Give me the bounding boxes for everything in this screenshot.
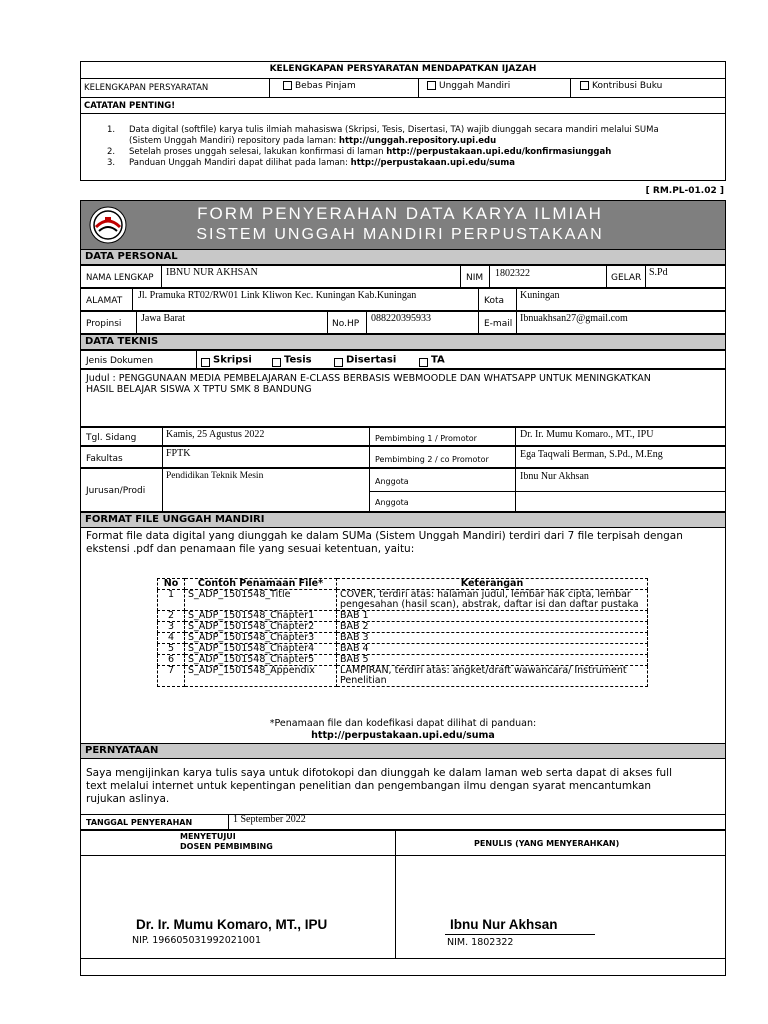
col-header-desc: Keterangan: [337, 579, 648, 590]
cell-no: 7: [158, 666, 185, 687]
divider: [570, 78, 571, 97]
divider: [645, 265, 646, 288]
table-row: [158, 622, 648, 633]
date-label: TANGGAL PENYERAHAN: [86, 818, 193, 827]
cell-desc: BAB 2: [337, 622, 648, 633]
statement-line: rujukan aslinya.: [86, 793, 170, 805]
alamat-label: ALAMAT: [86, 296, 123, 306]
approve-label: [180, 832, 273, 852]
divider: [418, 78, 419, 97]
pemb1-label: Pembimbing 1 / Promotor: [375, 434, 477, 443]
checkbox-label: Disertasi: [346, 354, 397, 366]
note-link[interactable]: http://unggah.repository.upi.edu: [338, 136, 497, 146]
divider: [269, 78, 270, 97]
alamat-value[interactable]: Jl. Pramuka RT02/RW01 Link Kliwon Kec. Kuningan Kab.Kuningan: [138, 290, 417, 301]
divider: [606, 265, 607, 288]
divider: [478, 311, 479, 334]
cell-file: S_ADP_1501548_Chapter1: [185, 611, 337, 622]
divider: [369, 427, 370, 512]
format-note: *Penamaan file dan kodefikasi dapat dilihat di panduan:: [269, 718, 537, 729]
writer-label: PENULIS (YANG MENYERAHKAN): [474, 839, 620, 848]
gelar-value[interactable]: S.Pd: [649, 267, 668, 278]
cell-file: S_ADP_1501548_Chapter2: [185, 622, 337, 633]
writer-name: Ibnu Nur Akhsan: [450, 917, 558, 932]
kota-value[interactable]: Kuningan: [520, 290, 560, 301]
divider: [515, 427, 516, 512]
kota-label: Kota: [484, 296, 505, 306]
checkbox-unggah-mandiri[interactable]: [427, 81, 510, 91]
divider: [80, 958, 726, 959]
checkbox-box[interactable]: [283, 81, 292, 90]
divider: [196, 350, 197, 369]
upi-logo-icon: [88, 205, 128, 245]
pemb1-value[interactable]: Dr. Ir. Mumu Komaro., MT., IPU: [520, 429, 654, 440]
cell-no: 3: [158, 622, 185, 633]
approve-label-line: DOSEN PEMBIMBING: [180, 842, 273, 851]
cell-desc: COVER, terdiri atas: halaman judul, lembar hak cipta, lembar pengesahan (hasil scan), abstrak, daftar isi dan daftar pustaka: [337, 590, 648, 611]
pemb2-value[interactable]: Ega Taqwali Berman, S.Pd., M.Eng: [520, 449, 663, 460]
judul-line: Judul : PENGGUNAAN MEDIA PEMBELAJARAN E-CLASS BERBASIS WEBMOODLE DAN WHATSAPP UNTUK MENINGKATKAN: [86, 373, 651, 384]
checkbox-label: Tesis: [284, 354, 312, 366]
doc-type-disertasi[interactable]: [334, 352, 396, 367]
divider: [162, 427, 163, 512]
statement-text: [86, 767, 722, 806]
pemb2-label: Pembimbing 2 / co Promotor: [375, 455, 489, 464]
nim-label: NIM: [466, 273, 484, 283]
checkbox-label: Skripsi: [213, 354, 252, 366]
jurusan-label: Jurusan/Prodi: [86, 486, 146, 496]
hp-value[interactable]: 088220395933: [371, 313, 431, 324]
checkbox-box[interactable]: [334, 358, 343, 367]
cell-desc: BAB 3: [337, 633, 648, 644]
cell-desc: BAB 1: [337, 611, 648, 622]
note-link[interactable]: http://perpustakaan.upi.edu/suma: [350, 158, 515, 168]
table-header-row: [158, 579, 648, 590]
file-naming-table: [157, 578, 648, 687]
divider: [395, 830, 396, 958]
col-header-no: No: [158, 579, 185, 590]
note-item: 1. Data digital (softfile) karya tulis ilmiah mahasiswa (Skripsi, Tesis, Disertasi, TA) wajib diunggah secara mandiri melalui SUMa: [107, 125, 659, 135]
advisor-name: Dr. Ir. Mumu Komaro, MT., IPU: [136, 917, 328, 932]
divider: [369, 491, 726, 492]
divider: [489, 265, 490, 288]
fakultas-value[interactable]: FPTK: [166, 448, 191, 459]
cell-desc: BAB 5: [337, 655, 648, 666]
doc-type-label: Jenis Dokumen: [86, 356, 154, 366]
jurusan-value[interactable]: Pendidikan Teknik Mesin: [166, 471, 264, 481]
note-item-cont: (Sistem Unggah Mandiri) repository pada laman: http://unggah.repository.upi.edu: [129, 136, 497, 146]
form-title-line2: SISTEM UNGGAH MANDIRI PERPUSTAKAAN: [196, 226, 604, 243]
propinsi-label: Propinsi: [86, 319, 122, 329]
sidang-value[interactable]: Kamis, 25 Agustus 2022: [166, 429, 265, 440]
table-row: [158, 666, 648, 687]
divider: [478, 288, 479, 311]
divider: [80, 97, 726, 98]
cell-no: 5: [158, 644, 185, 655]
sidang-label: Tgl. Sidang: [86, 433, 137, 443]
notes-list: [107, 125, 707, 169]
cell-file: S_ADP_1501548_Chapter5: [185, 655, 337, 666]
divider: [228, 814, 229, 830]
form-code: [ RM.PL-01.02 ]: [645, 186, 724, 196]
judul-line: HASIL BELAJAR SISWA X TPTU SMK 8 BANDUNG: [86, 384, 312, 395]
cell-file: S_ADP_1501548_Appendix: [185, 666, 337, 687]
cell-no: 1: [158, 590, 185, 611]
table-row: [158, 655, 648, 666]
cell-desc: LAMPIRAN, terdiri atas: angket/draft wawancara/ Instrument Penelitian: [337, 666, 648, 687]
divider: [366, 311, 367, 334]
nim-value[interactable]: 1802322: [495, 268, 530, 279]
hp-label: No.HP: [332, 319, 360, 329]
cell-no: 4: [158, 633, 185, 644]
approve-label-line: MENYETUJUI: [180, 832, 236, 841]
anggota1-value[interactable]: Ibnu Nur Akhsan: [520, 471, 589, 482]
statement-line: text melalui internet untuk kepentingan penelitian dan pengembangan ilmu dengan syarat mencantumkan: [86, 780, 652, 792]
note-link[interactable]: http://perpustakaan.upi.edu/konfirmasiunggah: [386, 147, 612, 157]
writer-nim: NIM. 1802322: [447, 937, 514, 948]
table-row: [158, 633, 648, 644]
fakultas-label: Fakultas: [86, 454, 123, 464]
doc-type-skripsi[interactable]: [201, 352, 252, 367]
divider: [327, 311, 328, 334]
doc-type-ta[interactable]: [419, 352, 445, 367]
note-item: 2. Setelah proses unggah selesai, lakukan konfirmasi di laman http://perpustakaan.upi.edu/konfirmasiunggah: [107, 147, 612, 157]
gelar-label: GELAR: [611, 273, 642, 283]
cell-desc: BAB 4: [337, 644, 648, 655]
divider: [136, 311, 137, 334]
cell-no: 6: [158, 655, 185, 666]
section-data-personal: DATA PERSONAL: [80, 249, 726, 265]
checkbox-box[interactable]: [427, 81, 436, 90]
format-note-link[interactable]: http://perpustakaan.upi.edu/suma: [311, 730, 495, 741]
divider: [132, 288, 133, 311]
table-row: [158, 611, 648, 622]
cell-file: S_ADP_1501548_Chapter3: [185, 633, 337, 644]
name-value[interactable]: IBNU NUR AKHSAN: [166, 267, 258, 278]
divider: [460, 265, 461, 288]
form-title-line1: FORM PENYERAHAN DATA KARYA ILMIAH: [197, 204, 603, 223]
statement-line: Saya mengijinkan karya tulis saya untuk difotokopi dan diunggah ke dalam laman web serta dapat di akses full: [86, 767, 673, 779]
section-format-file: FORMAT FILE UNGGAH MANDIRI: [80, 512, 726, 528]
name-label: NAMA LENGKAP: [86, 273, 154, 283]
advisor-nip: NIP. 196605031992021001: [132, 935, 261, 946]
signature-line: [445, 934, 595, 935]
checkbox-box[interactable]: [580, 81, 589, 90]
email-value[interactable]: Ibnuakhsan27@gmail.com: [520, 313, 628, 324]
col-header-file: Contoh Penamaan File*: [185, 579, 337, 590]
table-row: [158, 590, 648, 611]
checkbox-box[interactable]: [419, 358, 428, 367]
cell-no: 2: [158, 611, 185, 622]
section-data-teknis: DATA TEKNIS: [80, 334, 726, 350]
checkbox-kontribusi-buku[interactable]: [580, 81, 662, 91]
email-label: E-mail: [484, 319, 513, 329]
format-intro: [86, 530, 726, 556]
intro-line: ekstensi .pdf dan penamaan file yang sesuai ketentuan, yaitu:: [86, 543, 415, 555]
doc-type-row: [80, 350, 726, 369]
anggota2-label: Anggota: [375, 498, 409, 507]
checkbox-label: Bebas Pinjam: [295, 81, 356, 91]
requirements-row-label: KELENGKAPAN PERSYARATAN: [84, 83, 209, 93]
checkbox-bebas-pinjam[interactable]: [283, 81, 356, 91]
checkbox-box[interactable]: [201, 358, 210, 367]
date-value[interactable]: 1 September 2022: [233, 814, 306, 825]
notes-title: CATATAN PENTING!: [84, 101, 176, 111]
cell-file: S_ADP_1501548_Title: [185, 590, 337, 611]
intro-line: Format file data digital yang diunggah ke dalam SUMa (Sistem Unggah Mandiri) terdiri dari 7 file terpisah dengan: [86, 530, 683, 542]
checkbox-label: Kontribusi Buku: [592, 81, 663, 91]
divider: [80, 113, 726, 114]
requirements-heading: KELENGKAPAN PERSYARATAN MENDAPATKAN IJAZAH: [269, 64, 537, 74]
signature-header-row: [80, 830, 726, 856]
divider: [516, 288, 517, 311]
cell-file: S_ADP_1501548_Chapter4: [185, 644, 337, 655]
checkbox-label: TA: [431, 354, 445, 366]
checkbox-box[interactable]: [272, 358, 281, 367]
table-row: [158, 644, 648, 655]
anggota1-label: Anggota: [375, 477, 409, 486]
divider: [516, 311, 517, 334]
checkbox-label: Unggah Mandiri: [439, 81, 511, 91]
judul-text[interactable]: [86, 373, 722, 395]
propinsi-value[interactable]: Jawa Barat: [141, 313, 186, 324]
note-item: 3. Panduan Unggah Mandiri dapat dilihat pada laman: http://perpustakaan.upi.edu/suma: [107, 158, 515, 168]
doc-type-tesis[interactable]: [272, 352, 312, 367]
divider: [80, 78, 726, 79]
section-pernyataan: PERNYATAAN: [80, 743, 726, 759]
divider: [161, 265, 162, 288]
